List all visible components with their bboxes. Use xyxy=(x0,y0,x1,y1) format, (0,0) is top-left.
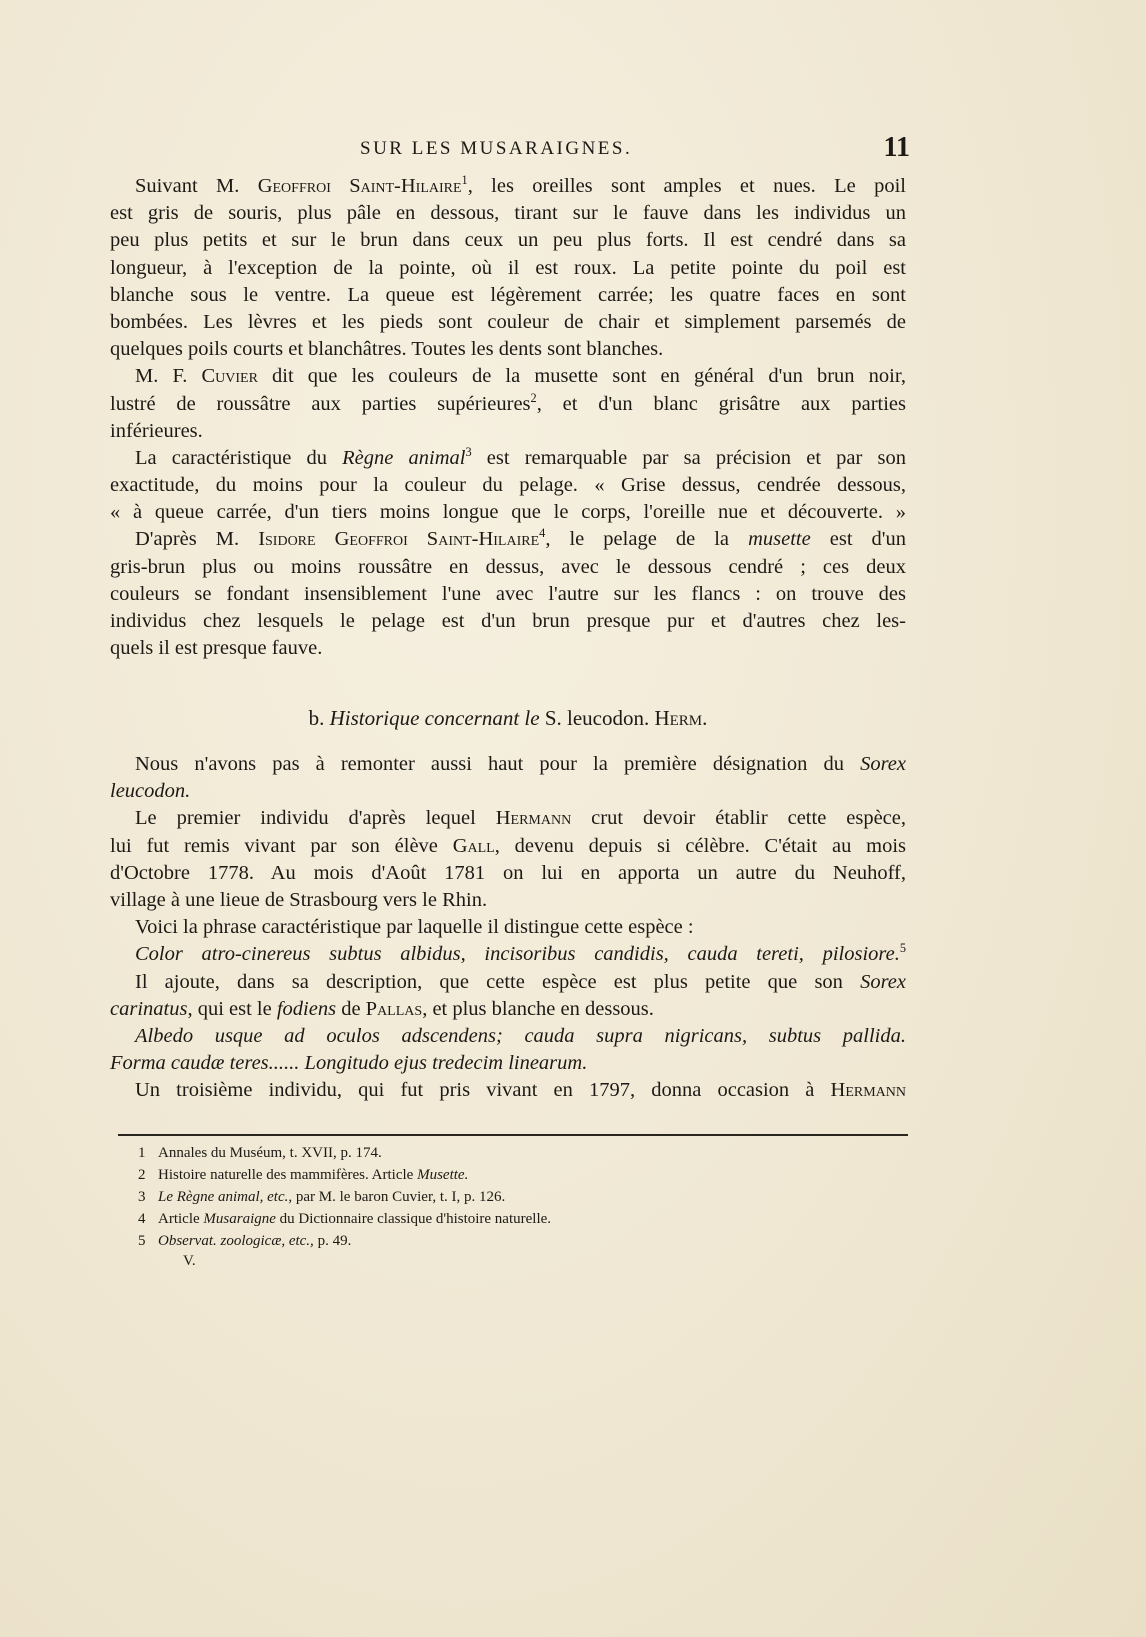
text-line: Voici la phrase caractéristique par laquelle il distingue cette espèce : xyxy=(135,916,694,939)
footnote: 3 Le Règne animal, etc., par M. le baron Cuvier, t. I, p. 126. xyxy=(138,1189,506,1205)
text-line: individus chez lesquels le pelage est d'un brun presque pur et d'autres chez les- xyxy=(110,610,906,632)
text-line: Il ajoute, dans sa description, que cette espèce est plus petite que son Sorex xyxy=(135,970,906,993)
text-line: bombées. Les lèvres et les pieds sont couleur de chair et simplement parsemés de xyxy=(110,310,906,333)
footnote: 2 Histoire naturelle des mammifères. Article Musette. xyxy=(138,1167,469,1183)
page-number: 11 xyxy=(883,132,910,163)
text-line: Nous n'avons pas à remonter aussi haut pour la première désignation du Sorex xyxy=(135,753,906,775)
text-line: d'Octobre 1778. Au mois d'Août 1781 on lui en apporta un autre du Neuhoff, xyxy=(110,861,906,884)
text-line: village à une lieue de Strasbourg vers le Rhin. xyxy=(110,888,488,911)
text-line: Suivant M. Geoffroi Saint-Hilaire$^1$, les oreilles sont amples et nues. Le poil xyxy=(135,173,906,197)
text-line: peu plus petits et sur le brun dans ceux un peu plus forts. Il est cendré dans sa xyxy=(110,229,906,252)
text-line: est gris de souris, plus pâle en dessous, tirant sur le fauve dans les individus un xyxy=(110,202,906,225)
footnote: 5 Observat. zoologicæ, etc., p. 49. xyxy=(138,1233,352,1249)
footnote-divider xyxy=(118,1134,908,1136)
text-line: Albedo usque ad oculos adscendens; cauda supra nigricans, subtus pallida. xyxy=(135,1024,906,1047)
text-line: lustré de roussâtre aux parties supérieures$^2$, et d'un blanc grisâtre aux parties xyxy=(110,390,906,415)
text-line: Color atro-cinereus subtus albidus, incisoribus candidis, cauda tereti, pilosiore.$^5$ xyxy=(135,941,906,966)
text-line: M. F. Cuvier dit que les couleurs de la musette sont en général d'un brun noir, xyxy=(135,365,906,388)
text-line: blanche sous le ventre. La queue est légèrement carrée; les quatre faces en sont xyxy=(110,283,906,306)
text-line: « à queue carrée, d'un tiers moins longue que le corps, l'oreille nue et découverte. » xyxy=(110,501,906,524)
body-text xyxy=(110,173,906,662)
text-line: longueur, à l'exception de la pointe, où il est roux. La petite pointe du poil est xyxy=(110,256,906,279)
footnote: 1 Annales du Muséum, t. XVII, p. 174. xyxy=(138,1145,382,1161)
text-line: Un troisième individu, qui fut pris vivant en 1797, donna occasion à Hermann xyxy=(135,1079,906,1102)
running-title: SUR LES MUSARAIGNES. xyxy=(360,138,633,159)
footnotes xyxy=(138,1142,898,1252)
text-line: D'après M. Isidore Geoffroi Saint-Hilaire$^4$, le pelage de la musette est d'un xyxy=(135,526,906,551)
text-line: exactitude, du moins pour la couleur du pelage. « Grise dessus, cendrée dessous, xyxy=(110,474,906,497)
footnote: 4 Article Musaraigne du Dictionnaire classique d'histoire naturelle. xyxy=(138,1211,552,1227)
section-heading: b. Historique concernant le S. leucodon. Herm. xyxy=(308,706,708,730)
text-line: quelques poils courts et blanchâtres. Toutes les dents sont blanches. xyxy=(110,338,664,361)
text-line: Le premier individu d'après lequel Hermann crut devoir établir cette espèce, xyxy=(135,807,906,830)
text-line: Forma caudæ teres...... Longitudo ejus tredecim linearum. xyxy=(110,1052,588,1075)
body-text xyxy=(110,751,906,1104)
text-line: lui fut remis vivant par son élève Gall, devenu depuis si célèbre. C'était au mois xyxy=(110,834,906,857)
text-line: quels il est presque fauve. xyxy=(110,637,323,660)
text-line: couleurs se fondant insensiblement l'une avec l'autre sur les flancs : on trouve des xyxy=(110,582,906,605)
signature-mark: V. xyxy=(183,1253,196,1269)
text-line: carinatus, qui est le fodiens de Pallas, et plus blanche en dessous. xyxy=(110,997,654,1020)
text-line: gris-brun plus ou moins roussâtre en dessus, avec le dessous cendré ; ces deux xyxy=(110,555,906,578)
text-line: La caractéristique du Règne animal$^3$ est remarquable par sa précision et par son xyxy=(135,445,906,469)
running-head xyxy=(110,132,910,168)
text-line: leucodon. xyxy=(110,780,191,803)
text-line: inférieures. xyxy=(110,419,203,442)
